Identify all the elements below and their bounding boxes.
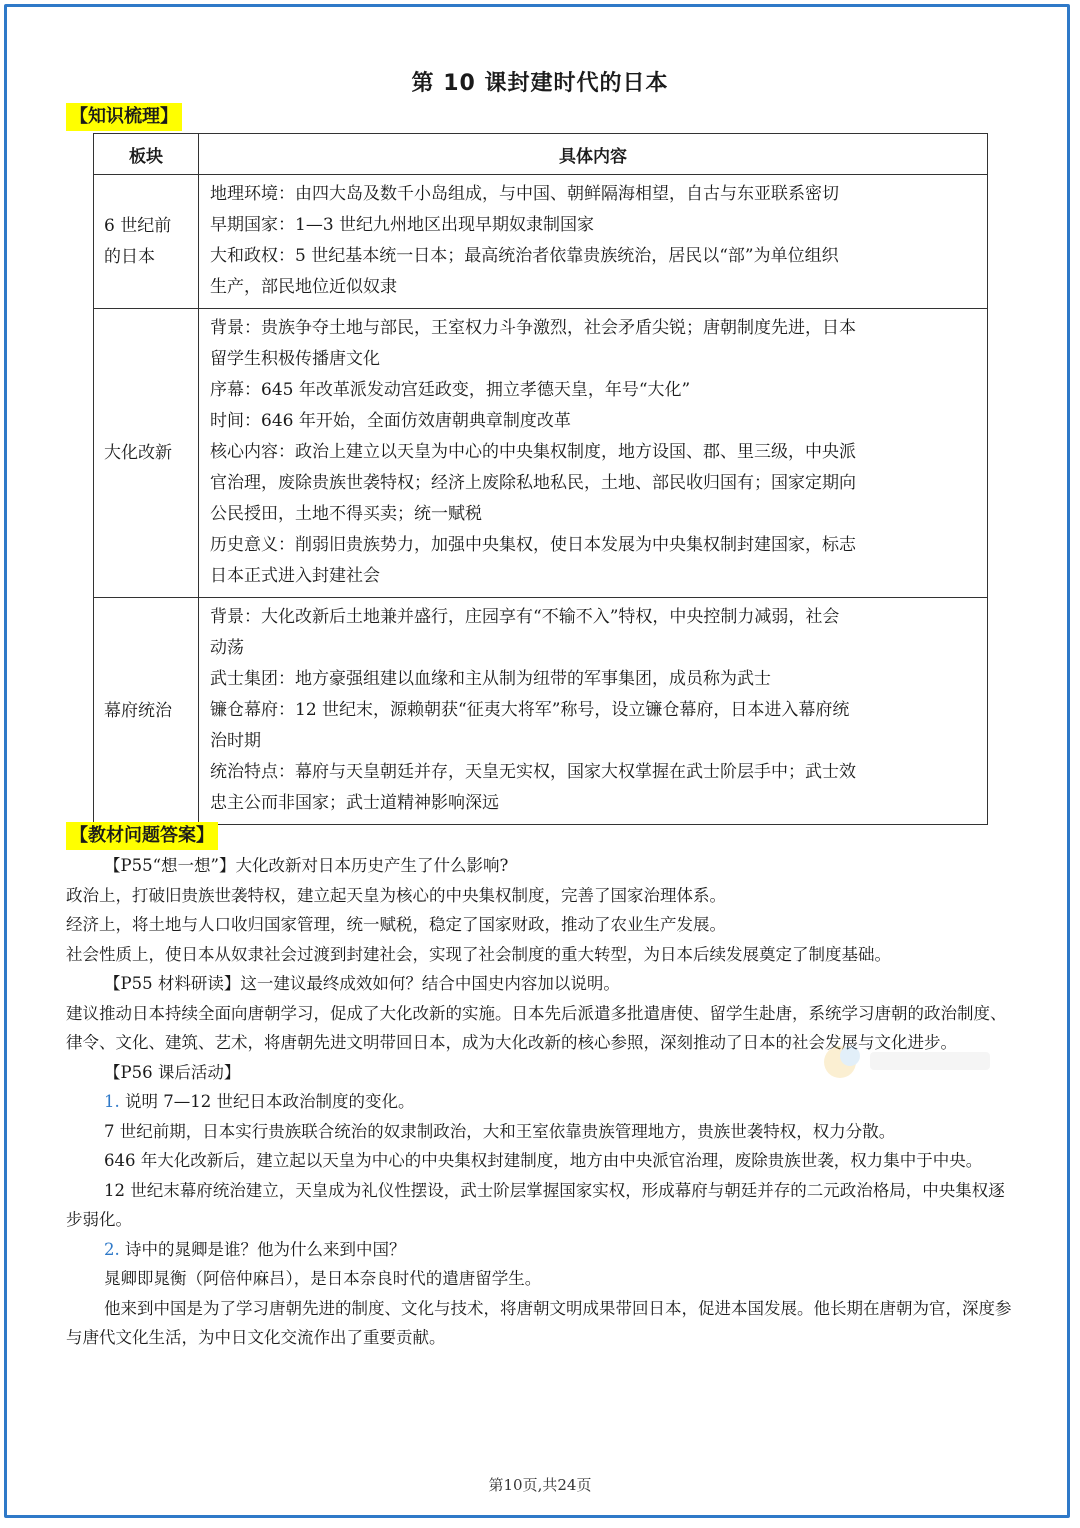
content-line: 忠主公而非国家；武士道精神影响深远 (210, 793, 499, 813)
table-row (94, 309, 988, 598)
content-line: 时间：646 年开始，全面仿效唐朝典章制度改革 (210, 411, 571, 431)
question-number: 1. (104, 1092, 120, 1111)
section-name: 幕府统治 (104, 700, 172, 721)
question-number: 2. (104, 1239, 120, 1259)
content-line: 地理环境：由四大岛及数千小岛组成，与中国、朝鲜隔海相望，自古与东亚联系密切 (210, 184, 839, 204)
answer-paragraph: 12 世纪末幕府统治建立，天皇成为礼仪性摆设，武士阶层掌握国家实权，形成幕府与朝廷并存的二元政治格局，中央集权逐步弱化。 (66, 1180, 1005, 1229)
content-line: 留学生积极传播唐文化 (210, 349, 380, 369)
section-label-knowledge: 【知识梳理】 (66, 103, 182, 131)
answer-paragraph: 经济上，将土地与人口收归国家管理，统一赋税，稳定了国家财政，推动了农业生产发展。 (66, 915, 726, 934)
question-heading: 【P55 材料研读】这一建议最终成效如何？结合中国史内容加以说明。 (104, 974, 620, 993)
content-line: 大和政权：5 世纪基本统一日本；最高统治者依靠贵族统治，居民以“部”为单位组织 (210, 246, 839, 266)
answer-paragraph: 建议推动日本持续全面向唐朝学习，促成了大化改新的实施。日本先后派遣多批遣唐使、留学生赴唐，系统学习唐朝的政治制度、律令、文化、建筑、艺术，将唐朝先进文明带回日本，成为大化改新的核心参照，深刻推动了日本的社会发展与文化进步。 (66, 1003, 1007, 1052)
content-cell (199, 309, 988, 598)
table-row (94, 175, 988, 309)
answer-paragraph: 他来到中国是为了学习唐朝先进的制度、文化与技术，将唐朝文明成果带回日本，促进本国发展。他长期在唐朝为官，深度参与唐代文化生活，为中日文化交流作出了重要贡献。 (66, 1298, 1012, 1347)
answer-paragraph: 政治上，打破旧贵族世袭特权，建立起天皇为核心的中央集权制度，完善了国家治理体系。 (66, 885, 726, 905)
section-name: 的日本 (104, 246, 155, 267)
page-title: 第 10 课封建时代的日本 (411, 71, 669, 96)
content-line: 统治特点：幕府与天皇朝廷并存，天皇无实权，国家大权掌握在武士阶层手中；武士效 (210, 762, 856, 782)
sub-question (66, 1235, 1016, 1265)
content-line: 官治理，废除贵族世袭特权；经济上废除私地私民，土地、部民收归国有；国家定期向 (210, 473, 856, 493)
content-line: 背景：大化改新后土地兼并盛行，庄园享有“不输不入”特权，中央控制力减弱，社会 (210, 607, 840, 627)
section-name: 大化改新 (104, 442, 172, 463)
answer-paragraph: 646 年大化改新后，建立起以天皇为中心的中央集权封建制度，地方由中央派官治理，废除贵族世袭，权力集中于中央。 (104, 1151, 983, 1170)
content-cell (199, 598, 988, 825)
content-line: 武士集团：地方豪强组建以血缘和主从制为纽带的军事集团，成员称为武士 (210, 669, 771, 689)
content-line: 历史意义：削弱旧贵族势力，加强中央集权，使日本发展为中央集权制封建国家，标志 (210, 535, 856, 555)
content-line: 背景：贵族争夺土地与部民，王室权力斗争激烈，社会矛盾尖锐；唐朝制度先进，日本 (210, 318, 856, 338)
table-row (94, 598, 988, 825)
section-cell (94, 309, 199, 598)
answer-paragraph: 社会性质上，使日本从奴隶社会过渡到封建社会，实现了社会制度的重大转型，为日本后续发展奠定了制度基础。 (66, 944, 891, 964)
watermark-logo (820, 1032, 1000, 1092)
section-cell (94, 175, 199, 309)
content-line: 动荡 (210, 638, 244, 658)
section-label-answers: 【教材问题答案】 (66, 822, 218, 850)
section-name: 6 世纪前 (104, 215, 172, 236)
column-header: 板块 (94, 134, 199, 175)
page-footer: 第10页,共24页 (488, 1476, 592, 1494)
knowledge-table (93, 133, 988, 825)
table-header-row (94, 134, 988, 175)
answer-paragraph: 晁卿即晁衡（阿倍仲麻吕），是日本奈良时代的遣唐留学生。 (104, 1269, 542, 1288)
qa-section (66, 851, 1016, 1353)
column-header: 具体内容 (199, 134, 988, 175)
content-line: 公民授田，土地不得买卖；统一赋税 (210, 504, 482, 524)
question-heading: 【P56 课后活动】 (104, 1062, 241, 1082)
content-line: 序幕：645 年改革派发动宫廷政变，拥立孝德天皇，年号“大化” (210, 380, 691, 400)
question-text: 诗中的晁卿是谁？他为什么来到中国？ (125, 1239, 406, 1259)
content-line: 生产，部民地位近似奴隶 (210, 277, 397, 297)
answer-paragraph: 7 世纪前期，日本实行贵族联合统治的奴隶制政治，大和王室依靠贵族管理地方，贵族世袭特权，权力分散。 (104, 1121, 896, 1141)
content-line: 日本正式进入封建社会 (210, 566, 380, 586)
content-cell (199, 175, 988, 309)
content-line: 早期国家：1—3 世纪九州地区出现早期奴隶制国家 (210, 215, 595, 235)
section-cell (94, 598, 199, 825)
content-line: 核心内容：政治上建立以天皇为中心的中央集权制度，地方设国、郡、里三级，中央派 (210, 442, 856, 462)
question-heading: 【P55“想一想”】大化改新对日本历史产生了什么影响? (104, 856, 509, 875)
content-line: 治时期 (210, 731, 261, 751)
content-line: 镰仓幕府：12 世纪末，源赖朝获“征夷大将军”称号，设立镰仓幕府，日本进入幕府统 (210, 700, 850, 720)
question-text: 说明 7—12 世纪日本政治制度的变化。 (125, 1092, 415, 1111)
